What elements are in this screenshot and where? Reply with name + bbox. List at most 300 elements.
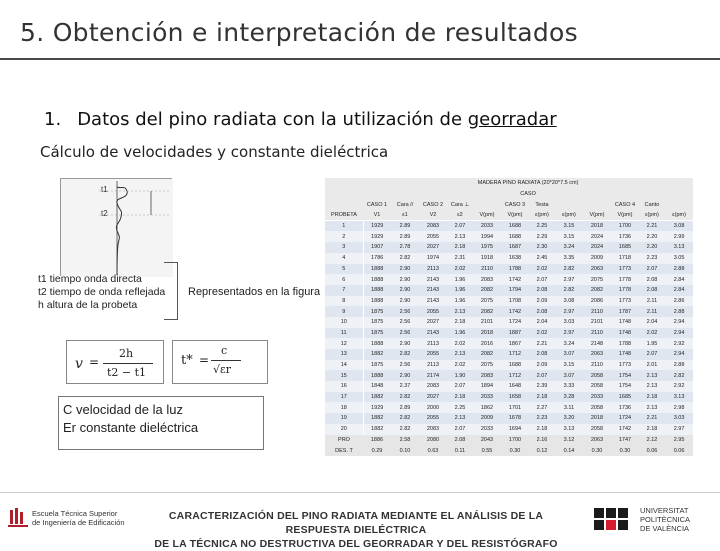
table-cell: 3.05 (665, 253, 693, 264)
table-cell: 1.96 (447, 274, 473, 285)
table-cell: 1788 (611, 338, 639, 349)
case-2-label: CASO 2 (419, 199, 447, 210)
table-cell: 2075 (473, 360, 501, 371)
table-cell: 3.03 (555, 317, 583, 328)
summary-cell: 2080 (419, 435, 447, 446)
fraction-bar-2 (211, 360, 241, 361)
section-title: Datos del pino radiata con la utilización de (77, 109, 468, 130)
table-cell: 2.13 (639, 402, 665, 413)
formula-t: t* (181, 353, 193, 368)
table-cell: 1688 (501, 231, 529, 242)
table-cell: 2009 (583, 253, 611, 264)
table-cell: 2.84 (665, 274, 693, 285)
table-cell: 3.03 (665, 413, 693, 424)
table-cell: 2.07 (639, 264, 665, 275)
table-cell: 1742 (501, 274, 529, 285)
column-header: ε(pm) (665, 210, 693, 221)
table-cell: 2.45 (529, 253, 555, 264)
table-cell: 2.39 (529, 381, 555, 392)
table-cell: 1788 (501, 264, 529, 275)
table-row (325, 296, 693, 307)
table-cell: 2058 (583, 402, 611, 413)
time-formula (172, 340, 268, 384)
table-cell: 1994 (473, 231, 501, 242)
table-cell: 1748 (611, 328, 639, 339)
summary-label: PRO (325, 435, 363, 446)
summary-cell: 2.16 (529, 435, 555, 446)
table-cell: 2.02 (529, 264, 555, 275)
table-cell: 2.92 (665, 381, 693, 392)
table-cell: 2063 (583, 264, 611, 275)
table-cell: 2143 (419, 285, 447, 296)
table-cell: 2.02 (447, 360, 473, 371)
table-cell: 2.78 (391, 242, 419, 253)
table-row (325, 413, 693, 424)
table-cell: 1736 (611, 402, 639, 413)
table-cell: 1778 (611, 285, 639, 296)
table-cell: 2009 (473, 413, 501, 424)
table-cell: 2.13 (447, 231, 473, 242)
table-cell: 1907 (363, 242, 391, 253)
definition-box (58, 396, 264, 450)
table-cell: 2018 (583, 413, 611, 424)
table-cell: 2082 (473, 306, 501, 317)
summary-cell: 0.14 (555, 445, 583, 456)
table-cell: 2.18 (639, 424, 665, 435)
table-cell: 2.21 (639, 413, 665, 424)
table-cell: 2.07 (529, 274, 555, 285)
section-number: 1. (44, 109, 62, 130)
table-cell: 2.82 (391, 413, 419, 424)
row-label: 4 (325, 253, 363, 264)
table-cell: 2075 (473, 296, 501, 307)
row-label: 12 (325, 338, 363, 349)
table-cell: 2.07 (639, 349, 665, 360)
row-label: 8 (325, 296, 363, 307)
table-cell: 2.07 (447, 381, 473, 392)
legend-line-t1: t1 tiempo onda directa (38, 273, 142, 285)
summary-cell: 0.63 (419, 445, 447, 456)
table-cell: 2.23 (529, 413, 555, 424)
row-label: 15 (325, 370, 363, 381)
table-cell: 3.15 (555, 221, 583, 232)
table-row (325, 424, 693, 435)
summary-cell: 1747 (611, 435, 639, 446)
table-cell: 2110 (473, 264, 501, 275)
table-cell: 1736 (611, 231, 639, 242)
represented-label: Representados en la figura (188, 286, 321, 298)
fraction-bar (103, 363, 153, 364)
table-cell: 2174 (419, 370, 447, 381)
upv-line-3: DE VALÈNCIA (640, 524, 690, 533)
legend-line-t2: t2 tiempo de onda reflejada (38, 286, 166, 298)
table-row (325, 306, 693, 317)
upv-line-2: POLITÈCNICA (640, 515, 691, 524)
summary-row (325, 435, 693, 446)
table-cell: 1678 (501, 413, 529, 424)
table-cell: 2.88 (665, 360, 693, 371)
table-cell: 2143 (419, 274, 447, 285)
table-cell: 1862 (473, 402, 501, 413)
table-cell: 2.82 (391, 424, 419, 435)
table-cell: 2.18 (447, 242, 473, 253)
table-cell: 2.04 (529, 317, 555, 328)
table-cell: 2113 (419, 264, 447, 275)
table-cell: 2.90 (391, 370, 419, 381)
table-cell: 1.95 (639, 338, 665, 349)
table-cell: 1638 (501, 253, 529, 264)
table-cell: 2.92 (665, 338, 693, 349)
footer-caption-line-1: CARACTERIZACIÓN DEL PINO RADIATA MEDIANTE EL ANÁLISIS DE LA RESPUESTA DIELÉCTRICA (168, 510, 544, 536)
table-cell: 2.13 (447, 413, 473, 424)
summary-label: DES. T (325, 445, 363, 456)
slide-title: 5. Obtención e interpretación de resultados (20, 18, 578, 47)
table-cell: 1754 (611, 370, 639, 381)
table-cell: 2.82 (391, 253, 419, 264)
legend-text (38, 273, 165, 312)
table-cell: 2.29 (529, 231, 555, 242)
table-row (325, 242, 693, 253)
table-cell: 2.90 (391, 285, 419, 296)
table-cell: 2033 (583, 392, 611, 403)
column-header: ε1 (391, 210, 419, 221)
table-cell: 2.94 (665, 317, 693, 328)
table-cell: 1929 (363, 402, 391, 413)
table-cell: 2.90 (391, 274, 419, 285)
summary-cell: 0.06 (639, 445, 665, 456)
data-table (325, 178, 693, 456)
table-cell: 2000 (419, 402, 447, 413)
table-cell: 1718 (611, 253, 639, 264)
table-cell: 2024 (583, 242, 611, 253)
table-row (325, 349, 693, 360)
column-header: V(pm) (501, 210, 529, 221)
table-cell: 3.35 (555, 253, 583, 264)
table-cell: 1778 (611, 274, 639, 285)
row-label: 19 (325, 413, 363, 424)
formula-eq: = (89, 355, 100, 369)
row-label: 1 (325, 221, 363, 232)
row-label: 20 (325, 424, 363, 435)
table-cell: 1.96 (447, 328, 473, 339)
table-cell: 2027 (419, 242, 447, 253)
table-cell: 3.11 (555, 402, 583, 413)
summary-cell: 0.30 (501, 445, 529, 456)
case-2-face: Cara ⊥ (447, 199, 473, 210)
velocity-formula (66, 340, 164, 384)
etsie-name (32, 509, 125, 527)
t2-label: t2 (101, 209, 108, 218)
table-cell: 2143 (419, 328, 447, 339)
table-cell: 1748 (611, 349, 639, 360)
table-cell: 2.90 (391, 264, 419, 275)
summary-cell: 2.08 (447, 435, 473, 446)
table-cell: 2.97 (555, 306, 583, 317)
summary-cell: 0.29 (363, 445, 391, 456)
table-cell: 2113 (419, 338, 447, 349)
table-cell: 1888 (363, 264, 391, 275)
table-cell: 2.20 (639, 231, 665, 242)
table-row (325, 317, 693, 328)
table-cell: 2033 (473, 221, 501, 232)
row-label: 5 (325, 264, 363, 275)
footer-caption (136, 509, 576, 551)
table-cell: 1975 (473, 242, 501, 253)
radar-signal-diagram (60, 178, 172, 276)
column-header: ε(pm) (529, 210, 555, 221)
summary-cell: 0.06 (665, 445, 693, 456)
table-cell: 2110 (583, 360, 611, 371)
upv-logo-icon (590, 504, 634, 539)
table-cell: 1.96 (447, 285, 473, 296)
table-cell: 1888 (363, 296, 391, 307)
table-cell: 2058 (583, 381, 611, 392)
table-row (325, 381, 693, 392)
table-cell: 1918 (473, 253, 501, 264)
table-cell: 2055 (419, 413, 447, 424)
probeta-header: PROBETA (325, 210, 363, 221)
table-cell: 2055 (419, 231, 447, 242)
case-3-label: CASO 3 (501, 199, 529, 210)
table-cell: 2.82 (555, 264, 583, 275)
table-caption: MADERA PINO RADIATA (20*20*7.5 cm) (363, 178, 693, 189)
table-row (325, 274, 693, 285)
table-cell: 2027 (419, 317, 447, 328)
table-cell: 2.18 (447, 317, 473, 328)
table-cell: 2082 (473, 285, 501, 296)
table-cell: 1754 (611, 381, 639, 392)
table-cell: 2.94 (665, 349, 693, 360)
table-cell: 2.18 (529, 424, 555, 435)
row-label: 2 (325, 231, 363, 242)
footer-caption-line-2: DE LA TÉCNICA NO DESTRUCTIVA DEL GEORRADAR Y DEL RESISTÓGRAFO (154, 538, 558, 550)
row-label: 16 (325, 381, 363, 392)
table-cell: 2033 (473, 424, 501, 435)
table-cell: 2.02 (639, 328, 665, 339)
etsie-line-2: de Ingeniería de Edificación (32, 518, 125, 527)
table-cell: 2.02 (447, 264, 473, 275)
table-cell: 2.08 (529, 349, 555, 360)
table-cell: 1.90 (447, 370, 473, 381)
summary-cell: 3.12 (555, 435, 583, 446)
table-cell: 2033 (473, 392, 501, 403)
definition-c: C velocidad de la luz (63, 402, 183, 417)
table-cell: 2.90 (391, 338, 419, 349)
table-cell: 1773 (611, 360, 639, 371)
definition-er: Er constante dieléctrica (63, 420, 199, 435)
table-cell: 2083 (419, 424, 447, 435)
table-cell: 2.21 (529, 338, 555, 349)
table-cell: 1882 (363, 392, 391, 403)
summary-cell: 2063 (583, 435, 611, 446)
table-cell: 2.88 (665, 264, 693, 275)
table-cell: 2.18 (447, 392, 473, 403)
table-cell: 1887 (501, 328, 529, 339)
table-cell: 2082 (473, 349, 501, 360)
table-cell: 1875 (363, 317, 391, 328)
table-cell: 2082 (583, 285, 611, 296)
case-1-label: CASO 1 (363, 199, 391, 210)
formula-numerator: 2h (119, 347, 134, 360)
formula-eq-2: = (199, 353, 210, 367)
table-cell: 3.13 (665, 392, 693, 403)
formula-denominator: t2 − t1 (107, 366, 147, 379)
caso-header: CASO (363, 189, 693, 200)
table-cell: 2058 (583, 424, 611, 435)
table-row (325, 338, 693, 349)
table-cell: 1748 (611, 317, 639, 328)
column-header: ε(pm) (639, 210, 665, 221)
table-cell: 1929 (363, 221, 391, 232)
section-title-underlined: georradar (467, 109, 557, 130)
table-cell: 3.24 (555, 242, 583, 253)
row-label: 18 (325, 402, 363, 413)
table-cell: 1688 (501, 221, 529, 232)
table-cell: 1882 (363, 413, 391, 424)
table-cell: 1688 (501, 360, 529, 371)
table-cell: 3.07 (555, 370, 583, 381)
table-row (325, 221, 693, 232)
table-cell: 2.82 (391, 349, 419, 360)
brace-bracket (164, 262, 178, 320)
table-cell: 2.21 (639, 221, 665, 232)
table-cell: 2.18 (529, 392, 555, 403)
table-cell: 2.30 (529, 242, 555, 253)
table-cell: 2027 (419, 392, 447, 403)
table-row (325, 231, 693, 242)
summary-cell: 2.12 (639, 435, 665, 446)
table-cell: 2083 (419, 221, 447, 232)
table-cell: 2.27 (529, 402, 555, 413)
table-cell: 1786 (363, 253, 391, 264)
table-cell: 3.15 (555, 360, 583, 371)
table-cell: 1875 (363, 360, 391, 371)
table-row (325, 328, 693, 339)
table-cell: 2.11 (639, 306, 665, 317)
table-cell: 2.18 (639, 392, 665, 403)
case-4-label: CASO 4 (611, 199, 639, 210)
table-cell: 1648 (501, 381, 529, 392)
table-cell: 2.11 (639, 296, 665, 307)
table-cell: 2.56 (391, 360, 419, 371)
case-3-face: Testa (529, 199, 555, 210)
table-cell: 3.20 (555, 413, 583, 424)
table-row (325, 253, 693, 264)
table-cell: 2.86 (665, 296, 693, 307)
table-cell: 2086 (583, 296, 611, 307)
table-row (325, 392, 693, 403)
table-cell: 2.82 (555, 285, 583, 296)
table-cell: 3.08 (665, 221, 693, 232)
row-label: 6 (325, 274, 363, 285)
t1-label: t1 (101, 185, 108, 194)
table-cell: 2.09 (529, 296, 555, 307)
table-cell: 2.89 (391, 231, 419, 242)
table-cell: 1794 (501, 285, 529, 296)
formula-sqrt: √εr (213, 363, 231, 376)
table-cell: 1700 (611, 221, 639, 232)
case-1-face: Cara // (391, 199, 419, 210)
table-cell: 1894 (473, 381, 501, 392)
upv-name (640, 506, 690, 533)
table-cell: 2.04 (639, 317, 665, 328)
table-cell: 1848 (363, 381, 391, 392)
table-cell: 1888 (363, 274, 391, 285)
table-cell: 2.97 (555, 328, 583, 339)
table-cell: 3.13 (555, 424, 583, 435)
table-cell: 2.84 (665, 285, 693, 296)
table-cell: 3.33 (555, 381, 583, 392)
table-cell: 1701 (501, 402, 529, 413)
table-cell: 1974 (419, 253, 447, 264)
table-cell: 2083 (419, 381, 447, 392)
table-cell: 1888 (363, 370, 391, 381)
table-cell: 3.24 (555, 338, 583, 349)
legend-line-h: h altura de la probeta (38, 299, 138, 311)
table-row (325, 402, 693, 413)
table-cell: 2.13 (639, 370, 665, 381)
summary-row (325, 445, 693, 456)
table-cell: 2055 (419, 306, 447, 317)
title-divider (0, 58, 720, 60)
table-cell: 1929 (363, 231, 391, 242)
table-row (325, 370, 693, 381)
table-row (325, 285, 693, 296)
table-cell: 2.25 (447, 402, 473, 413)
table-cell: 2110 (583, 328, 611, 339)
table-cell: 2.07 (529, 370, 555, 381)
summary-cell: 0.12 (529, 445, 555, 456)
table-cell: 2.08 (639, 285, 665, 296)
row-label: 3 (325, 242, 363, 253)
summary-cell: 2043 (473, 435, 501, 446)
formula-v: v (75, 356, 83, 372)
table-cell: 2083 (473, 370, 501, 381)
table-cell: 2.13 (639, 381, 665, 392)
table-cell: 3.13 (665, 242, 693, 253)
subheading: Cálculo de velocidades y constante dieléctrica (40, 143, 389, 161)
table-cell: 2143 (419, 296, 447, 307)
table-cell: 2.23 (639, 253, 665, 264)
table-cell: 2.98 (665, 402, 693, 413)
column-header: V1 (363, 210, 391, 221)
table-cell: 2.97 (665, 424, 693, 435)
upv-line-1: UNIVERSITAT (640, 506, 689, 515)
table-cell: 2.07 (447, 424, 473, 435)
row-label: 17 (325, 392, 363, 403)
table-cell: 2.09 (529, 360, 555, 371)
table-cell: 2.20 (639, 242, 665, 253)
table-cell: 2.02 (529, 328, 555, 339)
table-cell: 2.02 (447, 338, 473, 349)
table-cell: 2024 (583, 231, 611, 242)
table-cell: 1685 (611, 392, 639, 403)
table-cell: 1712 (501, 370, 529, 381)
table-cell: 1888 (363, 338, 391, 349)
table-cell: 2018 (473, 328, 501, 339)
table-cell: 1658 (501, 392, 529, 403)
table-cell: 2.82 (391, 392, 419, 403)
table-cell: 1712 (501, 349, 529, 360)
row-label: 11 (325, 328, 363, 339)
table-cell: 1694 (501, 424, 529, 435)
table-cell: 2083 (473, 274, 501, 285)
table-cell: 2.99 (665, 231, 693, 242)
etsie-line-1: Escuela Técnica Superior (32, 509, 118, 518)
table-cell: 1708 (501, 296, 529, 307)
table-cell: 1787 (611, 306, 639, 317)
column-header: ε(pm) (555, 210, 583, 221)
